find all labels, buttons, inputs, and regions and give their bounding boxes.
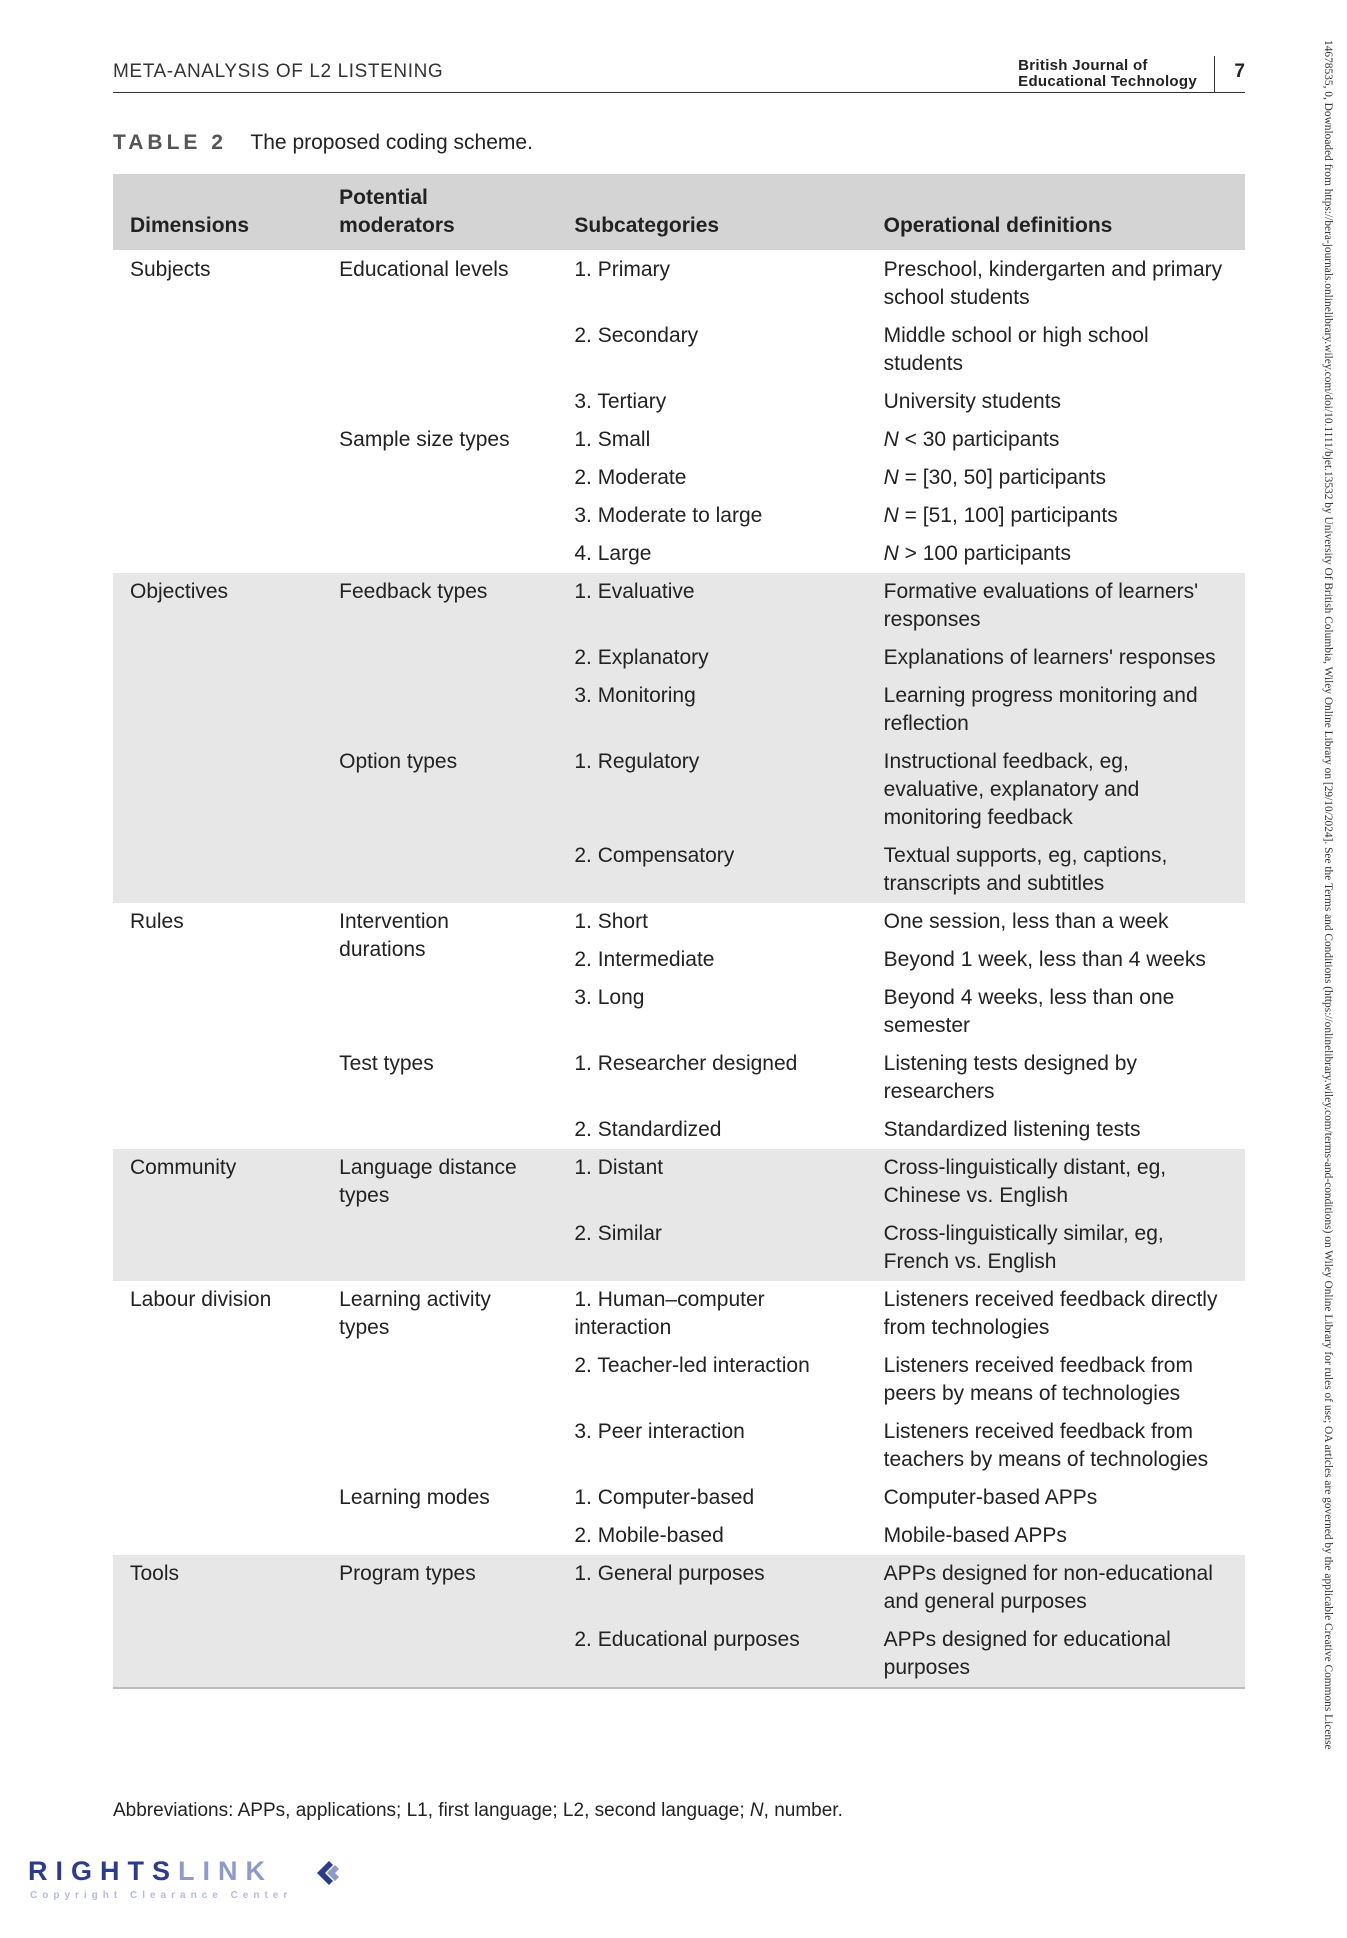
running-title: META-ANALYSIS OF L2 LISTENING	[113, 61, 444, 82]
definition-cell: University students	[883, 390, 1062, 413]
header-row	[113, 174, 1245, 250]
subcategory-cell: 2. Mobile-based	[574, 1524, 724, 1547]
definition-cell: Textual supports, eg, captions, transcripts and subtitles	[883, 844, 1168, 895]
dimension-group	[113, 1555, 1245, 1687]
subcategory-cell: 2. Compensatory	[574, 844, 735, 867]
dimension-cell: Rules	[130, 910, 184, 933]
dimension-group	[113, 903, 1245, 1149]
dimension-group	[113, 1281, 1245, 1555]
dimension-group	[113, 1149, 1245, 1281]
footnote-n: N	[749, 1800, 764, 1821]
definition-cell: Beyond 1 week, less than 4 weeks	[883, 948, 1206, 971]
definition-text: = [30, 50] participants	[898, 466, 1107, 489]
definition-cell: Listening tests designed by researchers	[883, 1052, 1137, 1103]
journal-name	[1018, 58, 1197, 90]
table-row	[113, 1149, 1245, 1215]
definition-cell: Computer-based APPs	[883, 1486, 1098, 1509]
definition-cell: Preschool, kindergarten and primary school students	[883, 258, 1223, 309]
definition-cell	[867, 421, 1245, 459]
table-caption-text: The proposed coding scheme.	[250, 131, 533, 154]
subcategory-cell: 4. Large	[574, 542, 652, 565]
moderator-cell: Intervention durations	[339, 910, 449, 961]
definition-cell: Cross-linguistically distant, eg, Chinese vs. English	[883, 1156, 1167, 1207]
subcategory-cell: 2. Secondary	[574, 324, 699, 347]
logo-word-light: LINK	[178, 1856, 274, 1886]
subcategory-cell: 2. Teacher-led interaction	[574, 1354, 810, 1377]
dimension-group	[113, 573, 1245, 903]
definition-cell: Formative evaluations of learners' responses	[883, 580, 1199, 631]
subcategory-cell: 3. Peer interaction	[574, 1420, 745, 1443]
table	[113, 174, 1245, 1687]
moderator-cell: Educational levels	[339, 258, 509, 281]
table-footnote	[113, 1800, 843, 1822]
definition-cell: Listeners received feedback from teachers by means of technologies	[883, 1420, 1209, 1471]
definition-cell	[867, 535, 1245, 573]
footnote-prefix: Abbreviations: APPs, applications; L1, first language; L2, second language;	[113, 1800, 750, 1821]
moderator-cell: Option types	[339, 750, 458, 773]
definition-cell	[867, 459, 1245, 497]
logo-wordmark	[28, 1856, 273, 1887]
dimension-cell: Labour division	[130, 1288, 272, 1311]
subcategory-cell: 2. Moderate	[574, 466, 687, 489]
column-header	[557, 174, 866, 250]
definition-cell: Listeners received feedback from peers by means of technologies	[883, 1354, 1193, 1405]
subcategory-cell: 2. Standardized	[574, 1118, 722, 1141]
table-row	[113, 573, 1245, 639]
definition-cell: Learning progress monitoring and reflection	[883, 684, 1198, 735]
table-caption	[113, 131, 533, 155]
table-row	[113, 903, 1245, 941]
subcategory-cell: 2. Intermediate	[574, 948, 715, 971]
column-header-text: Subcategories	[574, 214, 720, 237]
subcategory-cell: 1. Primary	[574, 258, 671, 281]
subcategory-cell: 3. Moderate to large	[574, 504, 763, 527]
subcategory-cell: 3. Long	[574, 986, 645, 1009]
column-header-text: Operational definitions	[883, 214, 1113, 237]
column-header-text: Dimensions	[130, 214, 250, 237]
definition-cell: Standardized listening tests	[883, 1118, 1141, 1141]
page-number: 7	[1234, 61, 1245, 82]
definition-cell: Instructional feedback, eg, evaluative, explanatory and monitoring feedback	[883, 750, 1140, 829]
subcategory-cell: 2. Explanatory	[574, 646, 709, 669]
download-notice	[1318, 40, 1338, 1920]
definition-n: N	[883, 504, 899, 527]
subcategory-cell: 2. Similar	[574, 1222, 662, 1245]
definition-cell: Middle school or high school students	[883, 324, 1149, 375]
table-row	[113, 250, 1245, 317]
column-header	[322, 174, 557, 250]
dimension-cell: Tools	[130, 1562, 180, 1585]
definition-cell: APPs designed for educational purposes	[883, 1628, 1171, 1679]
table-label: TABLE 2	[113, 131, 227, 154]
definition-n: N	[883, 542, 899, 565]
subcategory-cell: 1. Researcher designed	[574, 1052, 798, 1075]
definition-cell: Cross-linguistically similar, eg, French vs. English	[883, 1222, 1164, 1273]
subcategory-cell: 2. Educational purposes	[574, 1628, 800, 1651]
definition-text: < 30 participants	[898, 428, 1060, 451]
journal-name-line1: British Journal of	[1018, 57, 1148, 74]
dimension-cell: Subjects	[130, 258, 211, 281]
moderator-cell: Learning modes	[339, 1486, 490, 1509]
dimension-group	[113, 250, 1245, 573]
column-header	[113, 174, 322, 250]
table-row	[113, 1281, 1245, 1347]
definition-n: N	[883, 428, 899, 451]
moderator-cell: Feedback types	[339, 580, 488, 603]
moderator-cell: Learning activity types	[339, 1288, 491, 1339]
header-divider	[1214, 56, 1216, 92]
dimension-cell: Community	[130, 1156, 237, 1179]
definition-text: > 100 participants	[898, 542, 1072, 565]
subcategory-cell: 1. Small	[574, 428, 651, 451]
journal-name-line2: Educational Technology	[1018, 73, 1197, 90]
definition-text: = [51, 100] participants	[898, 504, 1118, 527]
table-bottom-rule	[113, 1687, 1245, 1689]
column-header-text: moderators	[339, 214, 455, 237]
definition-n: N	[883, 466, 899, 489]
logo-word-dark: RIGHTS	[28, 1856, 179, 1886]
definition-cell: One session, less than a week	[883, 910, 1169, 933]
subcategory-cell: 3. Tertiary	[574, 390, 667, 413]
subcategory-cell: 1. Short	[574, 910, 648, 933]
moderator-cell: Program types	[339, 1562, 476, 1585]
table-row	[113, 1555, 1245, 1621]
logo-arrow-icon	[313, 1858, 343, 1888]
table-header	[113, 174, 1245, 250]
moderator-cell: Test types	[339, 1052, 434, 1075]
subcategory-cell: 1. General purposes	[574, 1562, 765, 1585]
moderator-cell: Language distance types	[339, 1156, 517, 1207]
subcategory-cell: 3. Monitoring	[574, 684, 696, 707]
column-header-text: Potential	[339, 186, 428, 209]
subcategory-cell: 1. Evaluative	[574, 580, 695, 603]
subcategory-cell: 1. Computer-based	[574, 1486, 755, 1509]
definition-cell: Explanations of learners' responses	[883, 646, 1216, 669]
logo-subtitle: Copyright Clearance Center	[30, 1890, 293, 1901]
definition-cell	[867, 497, 1245, 535]
dimension-cell: Objectives	[130, 580, 229, 603]
column-header	[867, 174, 1245, 250]
rightslink-logo	[28, 1856, 348, 1908]
running-head	[113, 58, 1245, 93]
definition-cell: Beyond 4 weeks, less than one semester	[883, 986, 1175, 1037]
definition-cell: APPs designed for non-educational and general purposes	[883, 1562, 1213, 1613]
subcategory-cell: 1. Regulatory	[574, 750, 700, 773]
footnote-suffix: , number.	[763, 1800, 843, 1821]
definition-cell: Mobile-based APPs	[883, 1524, 1067, 1547]
coding-scheme-table	[113, 174, 1245, 1689]
subcategory-cell: 1. Human–computer interaction	[574, 1288, 765, 1339]
moderator-cell: Sample size types	[339, 428, 510, 451]
download-notice-text: 14678535, 0, Downloaded from https://bera-journals.onlinelibrary.wiley.com/doi/10.1111/bjet.13532 by University Of British Columbia, Wiley Online Library on [29/10/2024]. See the Terms and Conditions (https://onlinelibrary.wiley.com/terms-and-conditions) on Wiley Online Library for rules of use; OA articles are governed by the applicable Creative Commons License	[1322, 40, 1334, 1750]
subcategory-cell: 1. Distant	[574, 1156, 664, 1179]
definition-cell: Listeners received feedback directly from technologies	[883, 1288, 1218, 1339]
